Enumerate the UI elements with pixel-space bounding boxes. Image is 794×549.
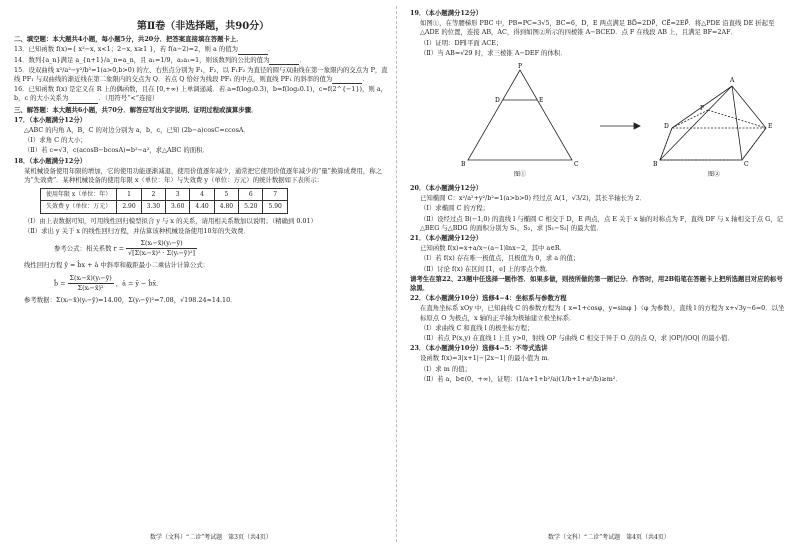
question-19-part-i: （Ⅰ）证明：DF∥平面 ACE； [420, 38, 503, 47]
question-18-head: 18．（本小题满分12分） [14, 156, 87, 165]
table-cell: 1 [117, 189, 141, 201]
label-a: A [730, 77, 735, 85]
answer-blank [332, 77, 362, 84]
label-d2: D [664, 123, 669, 131]
label-c2: C [744, 161, 749, 169]
question-13-text: 13．已知函数 f(x)={ x²−x, x<1；2−x, x≥1 }，若 f(a−2)=2，则 a 的值为 [14, 45, 238, 54]
question-16 [14, 85, 392, 103]
label-e: E [539, 97, 544, 105]
question-15: 15．设双曲线 x²/a²−y²/b²=1(a>0,b>0) 的左、右焦点分别为 F₁，F₂，以 F₁F₂ 为直径的圆与双曲线在第一象限内的交点为 P，直线 PF₁ 与双曲线的渐近线在第二象限内的交点为 Q．若点 Q 恰好为线段 PF₁ 的中点，则直线 PF₁ 的斜率的值为 ． [14, 65, 388, 84]
question-23-head: 23．（本小题满分10分）选修4−5：不等式选讲 [410, 344, 548, 353]
answer-blank [238, 48, 268, 55]
figures [410, 62, 788, 180]
choose-note: 请考生在第22、23题中任选择一题作答．如果多做，则按所做的第一题记分．作答时，用2B铅笔在答题卡上把所选题目对应的标号涂黑． [410, 274, 783, 293]
question-16-tail: ．（用符号“<”连接） [98, 94, 159, 103]
table-cell: 5.90 [263, 201, 287, 213]
left-footer: 数学（文科）“二诊”考试题 第3页（共4页） [150, 534, 272, 541]
fill-heading: 二、填空题：本大题共4小题，每小题5分，共20分．把答案直接填在答题卡上． [14, 35, 243, 44]
figure-1 [468, 70, 572, 160]
label-p: P [518, 63, 523, 71]
ref-label: 参考公式：相关系数 r = [54, 244, 124, 253]
table-cell: 4 [190, 189, 214, 201]
question-19-body: 如图①，在等腰梯形 PBC 中，PB=PC=3√5，BC=6，D，E 两点满足 BD⃗=2DP⃗，CE⃗=2EP⃗．将△PDE 沿直线 DE 折起至△ADE 的位置，连接 AB，AC，得到如图②所示的四棱锥 A−BCED．点 F 在线段 AB 上，且满足 BF=2AF． [420, 19, 775, 37]
slope-formula: b̂ = $\frac{\text{Σ(xᵢ−x̄)(yᵢ−ȳ)}}{\text{Σ(xᵢ−x̄)²}}$ ，â = ȳ − b̂x̄． [54, 273, 163, 292]
question-20-body: 已知椭圆 C：x²/a²+y²/b²=1(a>b>0) 经过点 A(1，√3/2)，其长半轴长为 2． [420, 194, 646, 203]
page-divider [396, 6, 397, 542]
right-footer: 数学（文科）“二诊”考试题 第4页（共4页） [548, 534, 670, 541]
table-cell: 3.30 [141, 201, 165, 213]
question-20-head: 20．（本小题满分12分） [410, 184, 483, 193]
question-22-part-ii: （Ⅱ）若点 P(x,y) 在直线 l 上且 y>0，射线 OP 与曲线 C 相交于异于 O 点的点 Q，求 |OP|/|OQ| 的最小值． [420, 334, 734, 343]
correlation-formula [54, 239, 392, 258]
table-cell: 5.20 [239, 201, 263, 213]
label-b: B [461, 161, 466, 169]
question-23-body: 设函数 f(x)=3|x+1|−|2x−1| 的最小值为 m． [420, 354, 555, 363]
r-denominator: √[Σ(xᵢ−x̄)² · Σ(yᵢ−ȳ)²] [128, 249, 196, 258]
table-cell: 失效费 y（单位：万元） [41, 201, 117, 213]
question-22-head: 22．（本小题满分10分）选修4−4：坐标系与参数方程 [410, 294, 567, 303]
right-page [410, 8, 788, 385]
question-20-part-i: （Ⅰ）求椭圆 C 的方程； [420, 204, 489, 213]
label-d: D [495, 97, 500, 105]
question-23-part-i: （Ⅰ）求 m 的值； [420, 364, 471, 373]
question-22-body: 在直角坐标系 xOy 中，已知曲线 C 的参数方程为 { x=1+cosφ，y=sinφ }（φ 为参数），直线 l 的方程为 x+√3y−6=0．以坐标原点 O 为极点，x 轴的正半轴为极轴建立极坐标系． [420, 304, 785, 322]
question-20-part-ii: （Ⅱ）设经过点 B(−1,0) 的直线 l 与椭圆 C 相交于 D，E 两点，点 E 关于 x 轴的对称点为 F，直线 DF 与 x 轴相交于点 G，记△BEG 与△BDG 的面积分别为 S₁，S₂，求 |S₁−S₂| 的最大值． [420, 214, 784, 232]
table-cell: 2 [141, 189, 165, 201]
b-fraction [68, 274, 114, 293]
table-header-row [41, 189, 288, 201]
left-page [14, 8, 392, 306]
question-19-head: 19．（本小题满分12分） [410, 9, 483, 17]
table-cell: 2.90 [117, 201, 141, 213]
triangle-pbc [468, 70, 572, 160]
question-17-head: 17．（本小题满分12分） [14, 115, 87, 124]
reference-data: 参考数据：Σ(xᵢ−x̄)(yᵢ−ȳ)=14.00，Σ(yᵢ−ȳ)²=7.08，√198.24≈14.10． [24, 296, 237, 305]
question-17-part-i: （Ⅰ）求角 C 的大小； [24, 136, 87, 145]
figure-2 [660, 86, 766, 160]
question-21-head: 21．（本小题满分12分） [410, 234, 483, 243]
data-table [40, 188, 288, 213]
label-b2: B [653, 161, 658, 169]
figure-2-caption: 图② [708, 171, 721, 179]
question-19-part-ii: （Ⅱ）当 AB=√29 时，求三棱锥 A−DEF 的体积． [420, 48, 567, 57]
question-21-part-i: （Ⅰ）若 f(x) 存在唯一极值点，且极值为 0，求 a 的值； [420, 254, 580, 263]
question-18-part-i: （Ⅰ）由上表数据可知，可用线性回归模型拟合 y 与 x 的关系，请用相关系数加以说明；（精确到 0.01） [24, 216, 317, 225]
section-title: 第Ⅱ卷（非选择题，共90分） [136, 21, 270, 32]
question-15-text: 15．设双曲线 x²/a²−y²/b²=1(a>0,b>0) 的左、右焦点分别为 F₁，F₂，以 F₁F₂ 为直径的圆与双曲线在第一象限内的交点为 P，直线 PF₁ 与双曲线的渐近线在第二象限内的交点为 Q．若点 Q 恰好为线段 PF₁ 的中点，则直线 PF₁ 的斜率的值为 [14, 65, 388, 84]
b-denominator: Σ(xᵢ−x̄)² [77, 283, 104, 292]
label-c: C [574, 161, 579, 169]
question-14-text: 14．数列{a_n}满足 a_{n+1}/a_n=a_n，且 a₁=1/9，a₂a₁=1，则该数列的公比的值为 [14, 55, 270, 64]
r-fraction [126, 239, 197, 258]
question-21-part-ii: （Ⅱ）讨论 f(x) 在区间 [1，e] 上的零点个数． [420, 264, 553, 273]
figure-1-caption: 图① [514, 171, 527, 179]
b-numerator: Σ(xᵢ−x̄)(yᵢ−ȳ) [68, 274, 114, 284]
answer-blank [68, 97, 98, 104]
table-cell: 使用年限 x（单位：年） [41, 189, 117, 201]
question-14: 14．数列{a_n}满足 a_{n+1}/a_n=a_n，且 a₁=1/9，a₂a₁=1，则该数列的公比的值为 ． [14, 55, 306, 64]
question-23-part-ii: （Ⅱ）若 a，b∈(0，+∞)，证明：(1/a+1+b²/a)(1/b+1+a²/b)≥m²． [420, 374, 622, 383]
table-cell: 6 [239, 189, 263, 201]
intercept-formula: ，â = ȳ − b̂x̄． [115, 279, 163, 288]
question-18-body: 某机械设备使用年限的增加，它的使用功能逐渐减退，使用价值逐年减少，通常把它使用价值逐年减少的“量”换算成费用，称之为“失效费”．某种机械设备的使用年限 x（单位：年）与失效费 y（单位：万元）的统计数据如下表所示： [24, 166, 383, 185]
table-cell: 3.60 [166, 201, 190, 213]
question-18-part-ii: （Ⅱ）求出 y 关于 x 的线性回归方程，并估算该种机械设备使用10年的失效费． [24, 226, 250, 235]
answer-blank [269, 58, 299, 65]
r-numerator: Σ(xᵢ−x̄)(yᵢ−ȳ) [126, 239, 197, 249]
question-17-body: △ABC 的内角 A，B，C 的对边分别为 a，b，c，已知 (2b−a)cosC=ccosA． [24, 126, 250, 135]
question-22-part-i: （Ⅰ）求曲线 C 和直线 l 的极坐标方程； [420, 323, 534, 332]
label-f: F [700, 105, 705, 113]
label-e2: E [768, 123, 773, 131]
table-cell: 3 [166, 189, 190, 201]
table-row [41, 201, 288, 213]
question-16-text: 16．已知函数 f(x) 是定义在 R 上的偶函数，且在 [0,+∞) 上单调递减．若 a=f(log₂0.3)，b=f(log₃0.1)，c=f(2^{−1})，则 a，b，c 的大小关系为 [14, 85, 388, 103]
geometry-figures [410, 62, 788, 180]
question-17-part-ii: （Ⅱ）若 c=√3，c(acosB−bcosA)=b²−a²，求△ABC 的面积． [24, 146, 209, 155]
solve-heading: 三、解答题：本大题共6小题，共70分．解答应写出文字说明、证明过程或演算步骤． [14, 105, 258, 114]
question-21-body: 已知函数 f(x)=x+a/x−(a−1)lnx−2，其中 a∈R． [420, 244, 567, 253]
table-cell: 4.80 [214, 201, 238, 213]
question-13: 13．已知函数 f(x)={ x²−x, x<1；2−x, x≥1 }，若 f(a−2)=2，则 a 的值为 ． [14, 45, 275, 54]
ols-text: 线性回归方程 ŷ = b̂x + â 中斜率和截距最小二乘估计计算公式： [24, 261, 209, 270]
table-cell: 5 [214, 189, 238, 201]
arrow [600, 123, 640, 129]
table-cell: 4.40 [190, 201, 214, 213]
table-cell: 7 [263, 189, 287, 201]
